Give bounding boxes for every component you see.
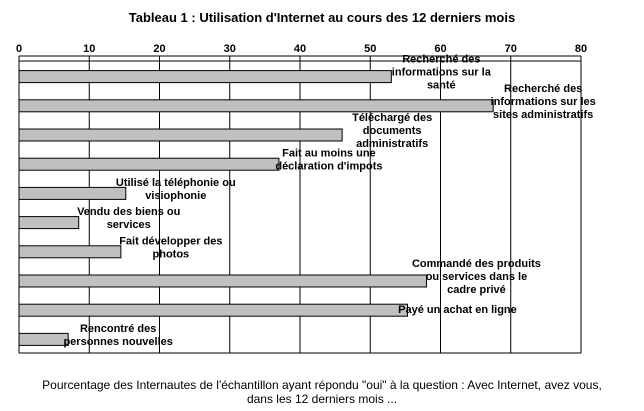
tick-label-60: 60 (434, 43, 447, 55)
bar-4 (19, 158, 279, 170)
tick-label-80: 80 (574, 43, 588, 55)
category-label-2: Recherché des informations sur les sites administratifs (490, 82, 596, 121)
category-label-3: Téléchargé des documents administratifs (352, 112, 433, 150)
bar-6 (19, 217, 79, 229)
bar-8 (19, 275, 426, 287)
tick-label-40: 40 (293, 43, 307, 55)
category-label-10: Rencontré des personnes nouvelles (63, 322, 173, 348)
tick-label-10: 10 (83, 43, 96, 55)
tick-label-0: 0 (15, 43, 23, 55)
bar-2 (19, 100, 493, 112)
category-label-4: Fait au moins une déclaration d'impots (275, 147, 383, 173)
caption-line-2: dans les 12 derniers mois ... (246, 392, 398, 406)
bar-7 (19, 246, 121, 258)
tick-label-20: 20 (153, 43, 166, 55)
bar-10 (19, 333, 68, 345)
bar-5 (19, 187, 126, 199)
bar-3 (19, 129, 342, 141)
chart-title: Tableau 1 : Utilisation d'Internet au cours des 12 derniers mois (128, 10, 516, 25)
tick-label-70: 70 (504, 43, 517, 55)
bar-9 (19, 304, 407, 316)
category-label-6: Vendu des biens ou services (77, 206, 181, 232)
tick-label-50: 50 (364, 43, 377, 55)
category-label-9: Payé un achat en ligne (398, 304, 517, 317)
tick-label-30: 30 (223, 43, 236, 55)
bar-1 (19, 71, 391, 83)
category-label-1: Recherché des informations sur la santé (391, 53, 491, 92)
x-axis-ticks (16, 43, 587, 61)
category-label-8: Commandé des produits ou services dans le cadre privé (411, 258, 541, 296)
category-label-7: Fait développer des photos (119, 235, 223, 261)
chart-caption (0, 378, 644, 406)
caption-line-1: Pourcentage des Internautes de l'échantillon ayant répondu "oui" à la question : Avec Internet, avez vous, (42, 378, 602, 392)
category-label-5: Utilisé la téléphonie ou visiophonie (115, 176, 236, 202)
